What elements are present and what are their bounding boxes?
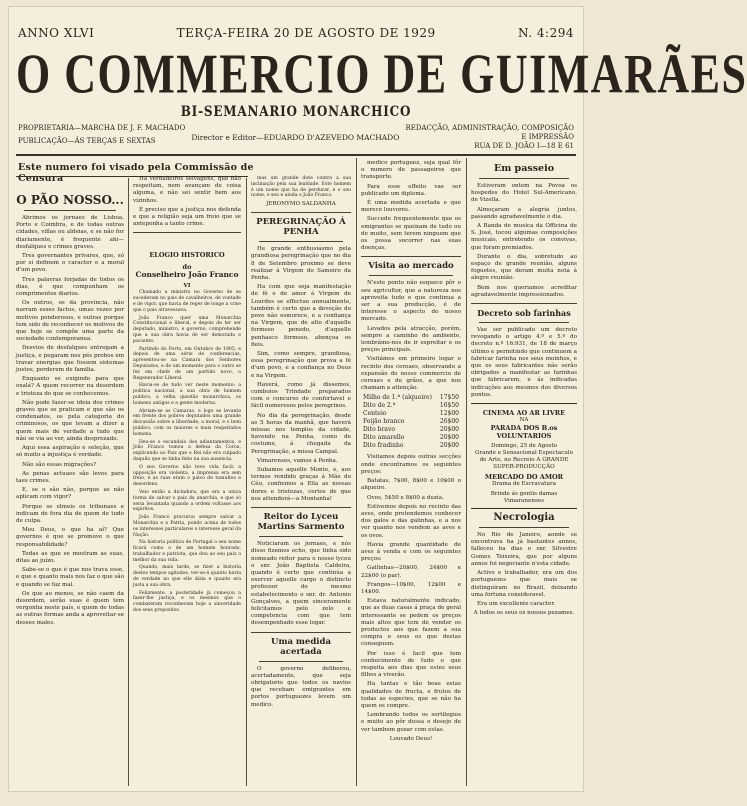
year-label: ANNO XLVI <box>18 26 95 40</box>
price-value: 20$00 <box>439 442 459 450</box>
paragraph: Meu Deus, o que ha aí? Que governos é que se promove o que responsabilidade? <box>16 527 124 548</box>
cinema-title-na: NA <box>519 417 529 424</box>
paragraph: Abrimos os jornaes de Lisboa, Porto e Coimbra, e de todas outras cidades, villas ou aldeias, e se não for diariamente, é frequente ahi—desfalques e crimes graves. <box>16 215 124 250</box>
column-divider-2 <box>246 178 247 786</box>
cinema-description: Grande e Sensacional Espectaculo de Arte, no Recreio A GRANDE SUPER-PRODUCÇÃO <box>474 450 574 471</box>
issue-number: N. 4:294 <box>518 26 574 40</box>
paragraph: Partindo do Porto, em Outubro de 1905, e depois de uma série de conferencias, apresentou-se na Camara dos Senhores Deputados, e de um momento para o outro se fez em chefe de um partido novo, o Regenerador Liberal. <box>133 346 241 381</box>
article-body-elogio <box>133 290 241 613</box>
paragraph: Estava naturalmente indicado, que as duas casas á praça de geral interessante se pedem os preços mais altos que tem de vender os productos aos que fazem a sua compra e seus os que destas conseguem. <box>361 598 461 648</box>
paragraph: Havia grande quantidade de aves á venda e com os seguintes preços: <box>361 541 461 563</box>
paragraph: Noticiaram os jornaes, e nós disso fizemos echo, que tinha sido nomeado reitor para o nosso lyceu o snr. João Baptista Caldeira, quando é certo que continúa a exercer aquelle cargo o distincto professor do mesmo estabelecimento o snr. dr. Antonio Gonçalves, a quem sinceramente felicitamos pelo zelo e competencia com que tem desempenhado esse logar. <box>251 541 351 627</box>
price-item: Milho de 1.ª (alqueire) <box>363 394 432 402</box>
paragraph: Sim, como sempre, grandiosa, essa peregrinação que prova a fé d'um povo, e a confiança no Deus e na Virgem. <box>251 351 351 379</box>
masthead-right <box>405 124 574 151</box>
article-title-elogio: ELOGIO HISTORICO <box>149 251 225 260</box>
paragraph: Bem nos queriamos acreditar agradavelmente impressionados. <box>471 284 577 298</box>
title-rule <box>479 322 569 323</box>
paragraph: Por isso é facil que tem conhecimento de tudo o que respeita aos dias que estes seus filhos a viverão. <box>361 650 461 679</box>
paragraph: Abriam-se as Camaras, e logo se levanta em frente dos pobres deputados uma grande discussão sobre a liberdade, a moral, e o bem publico, com os maiores e mais respeitados homens. <box>133 408 241 437</box>
paragraph: Frangos—10$00, 12$00 e 14$00. <box>361 581 461 595</box>
paragraph: Todas as que se mostram as suas, ditas ao juízo. <box>16 550 124 564</box>
paragraph: Lembrando todos os sortilegios e muito ao pôr dessa o desejo de ver tambem gozar com estas. <box>361 712 461 733</box>
price-value: 12$00 <box>439 410 459 418</box>
paragraph: Enquanto se exigindo para que oxalá? A quem recorrer na desordem e tristeza do que se conhecemos. <box>16 376 124 397</box>
article-body-medida <box>251 666 351 709</box>
price-row <box>363 394 459 402</box>
paragraph: João Franco procurou sempre salvar a Monarchia e a Patria, pondo acima de todos os interesses particulares o interesse geral da Nação. <box>133 515 241 538</box>
price-row <box>363 426 459 434</box>
paragraph: N'este ponto não esquece pôr o seu agricultor, que a natureza nos aproveita tudo e que continua a ser a sua producção, é de interesse o aspecto do nosso mercado. <box>361 280 461 323</box>
section-rule <box>133 232 241 233</box>
cinema-date: Domingo, 25 de Agosto <box>490 443 558 450</box>
paragraph: Levados pela atracção, porém, sempre a caminho do ambiente, lembrámo-nos de ir espreitar e os preços principais. <box>361 325 461 354</box>
masthead-rule <box>16 154 576 156</box>
section-rule <box>251 507 351 508</box>
paragraph: Era um excellente caracter. <box>477 600 556 607</box>
paragraph: Veio então a dictadura, que era a unica forma de salvar o paiz da anarchia, e que só seria levantada quando a ordem voltasse aos espiritos. <box>133 489 241 513</box>
censorship-notice: Este numero foi visado pela Commissão de Censura <box>18 162 254 184</box>
price-row <box>363 434 459 442</box>
price-value: 20$00 <box>439 434 459 442</box>
publication-line: PUBLICAÇÃO—ÁS TERÇAS E SEXTAS <box>18 137 156 145</box>
film-title: MERCADO DO AMOR <box>484 473 564 482</box>
cinema-gift: Brinde ás gentis damas Vimaranenses <box>490 491 558 505</box>
redaction-line: REDACÇÃO, ADMINISTRAÇÃO, COMPOSIÇÃO <box>405 124 574 132</box>
article-body-reitor <box>251 541 351 627</box>
paragraph: Visitámos em primeiro logar o recinto dos cereaes, observando a expansão do nosso commercio de cereaes e de grãos, a que nos chamam a attenção. <box>361 356 461 392</box>
newspaper-title: O COMMERCIO DE GUIMARÃES <box>16 42 747 106</box>
paragraph: Porque se elmeis os tribunaes e indicam de fora dia de quem de tudo de culpa. <box>16 503 124 524</box>
paragraph: Sabe-se o que é que nos trava esse, e que e quanto mais nos faz o que são e quando se faz mal. <box>16 567 124 588</box>
column-3 <box>251 176 351 786</box>
title-rule <box>369 275 453 276</box>
article-title-decreto: Decreto sob farinhas <box>477 308 571 319</box>
article-body-necrologia <box>471 532 577 608</box>
closing-line: Louvado Deus! <box>389 735 433 742</box>
paragraph: Durante o dia, sobretudo ao espaço de grande reunião, alguns foguetes, que deram muita nota á alegre reunião. <box>471 253 577 282</box>
paragraph: Estiveram ontem na Povoa os hospedes do Hotel Sul-Americano, de Vizella. <box>471 183 577 204</box>
article-title-mercado: Visita ao mercado <box>368 261 454 272</box>
title-rule <box>479 527 569 528</box>
section-rule <box>361 256 461 257</box>
price-row <box>363 418 459 426</box>
title-rule <box>479 178 569 179</box>
paragraph: Ovos, 5$50 e 8$00 a duzia. <box>367 494 444 501</box>
article-body-peregrinacao <box>251 246 351 503</box>
article-body-pao-nosso <box>16 215 124 627</box>
paragraph: E, se o são não, porque as não aplicam com vigor? <box>16 487 124 501</box>
article-body-passeio <box>471 183 577 299</box>
paragraph: Visitamos depois outras secções onde encontramos os seguintes preços: <box>361 454 461 475</box>
continuation-paragraph-3: É uma medida acertada e que merece louvores. <box>361 200 461 214</box>
paragraph: Vae ser publicado um decreto revogando o artigo 4.º e 5.º do decreto n.º 16:931, de 18 de março ultimo e permitindo que continuem a fabricar farinha nos seus moinhos, e que os seus fabricantes não serão obrigados a manifestar as farinhas que fabricarem, e ás indicadas indicações aos mesmos dos diversos pontos. <box>471 327 577 398</box>
title-rule <box>259 536 343 537</box>
paragraph: Deu-se o escandalo dos adiantamentos, e João Franco tomou a defesa da Coroa, explicando ao Paiz que o Rei não era culpado daquilo que se tinha feito na sua ausencia. <box>133 439 241 462</box>
cinema-advertisement <box>471 403 577 509</box>
paragraph: Aqui essa aspiração e seleção, que só muito a injustiça é verdade. <box>16 445 124 459</box>
paragraph: Haverá, como já dissemos, comboios Trindade preparados com o concurso de confortavel e fácil numerosos pelos peregrinos. <box>251 381 351 410</box>
paragraph: O governo deliberou, acertadamente, que seja obrigatorio que todos os navios que recebam emigrantes em portos portuguezes levem um medico. <box>251 665 351 708</box>
paragraph: João Franco quer uma Monarchia Constitucional e liberal, e depois de ter ser deputado, ministro, e governo, comprehende que a sua obra havia de ser demorada e paciente. <box>133 315 241 344</box>
paragraph: Na historia politica de Portugal o seu nome ficará como o de um homem honrado, trabalhador e patriota, que deu ao seu paiz o melhor da sua vida. <box>133 540 241 563</box>
continuation-paragraph-4: Succede frequentemente que os emigrantes se queixam de tudo ou de muito, sem terem ninguem que os possa socorrer nas suas doenças. <box>361 216 461 252</box>
continuation-paragraph-2: Para esse effeito vae ser publicado um diploma. <box>361 183 461 197</box>
price-list <box>361 394 461 450</box>
masthead-top-line <box>18 24 574 40</box>
paragraph: Almoçaram a alegria juntos, passando agradavelmente o dia. <box>471 206 577 220</box>
column-divider-3 <box>356 158 357 786</box>
cinema-title: CINEMA AO AR LIVRE <box>482 409 566 418</box>
article-part-number: VI <box>183 283 191 290</box>
price-value: 26$00 <box>439 418 459 426</box>
newspaper-subtitle: BI-SEMANARIO MONARCHICO <box>180 102 412 120</box>
paragraph: Quando, mais tarde, se fizer a historia destes tempos agitados, ver-se-á quanto havia de verdade no que elle dizia e quanto era justa a sua obra. <box>133 565 241 588</box>
column-1 <box>16 180 124 786</box>
column-2 <box>133 176 241 786</box>
continuation-paragraph: mas um grande dote contra a sua inclinação pela sua lealdade. Este homem é um nome que ha de perdurar, e o seu nome, o seu e ainda o João Franco. <box>251 176 351 199</box>
address-line: RUA DE D. JOÃO I—18 E 61 <box>474 142 574 150</box>
column-divider-4 <box>466 158 467 786</box>
issue-date: TERÇA-FEIRA 20 DE AGOSTO DE 1929 <box>176 26 436 40</box>
paragraph: Os que ao menos, se não caem da desordem, serão suas é quem tem vergonha neste país, e quem de todas as outras formas anda a aproveitar-se desses males. <box>16 590 124 626</box>
cinema-venue: PARADA DOS B.os VOLUNTARIOS <box>490 424 558 441</box>
title-rule <box>24 210 116 211</box>
section-rule <box>471 303 577 304</box>
article-title-medida: Uma medida acertada <box>271 636 331 657</box>
paragraph: Gallinhas—20$00, 24$00 e 22$00 (o par). <box>361 565 461 579</box>
paragraph: He grande enthusiasmo pela grandiosa peregrinação que no dia 8 de Setembro proximo se deve realizar á Virgem do Sameiro da Penha. <box>251 246 351 281</box>
paragraph: Ha com que seja manifestação de fé e de amor á Virgem de Lourdes se effectue annualmente, também é certo que a devoção do povo não esmorece, e a confiança na Virgem, que de alto d'aquelle formoso penedo, d'aquelle penhasco formoso, abençoa os fieis. <box>251 284 351 348</box>
price-item: Centeio <box>363 410 387 418</box>
paragraph: Batatas, 7$00, 8$00 e 10$00 o alqueire. <box>361 478 461 492</box>
paragraph: Activo e trabalhador, era um dos portuguezes que mais se distinguiram no Brazil, deixando uma fortuna consideravel. <box>471 570 577 598</box>
paragraph: Felizmente, a posteridade já começou a fazer-lhe justiça, e os mesmos que o combateram reconhecem hoje a sinceridade dos seus propositos. <box>133 590 241 614</box>
price-item: Dito bravo <box>363 426 395 434</box>
article-body-mercado <box>361 280 461 392</box>
intro-paragraph: Ha verdadeiros selvagens, que não respeitam, nem avançam de coisa alguma, e não sei sentir bem aos vizinhos. <box>133 176 241 204</box>
section-rule <box>251 212 351 213</box>
price-row <box>363 410 459 418</box>
price-row <box>363 442 459 450</box>
price-value: 20$00 <box>439 426 459 434</box>
article-title-passeio: Em passeio <box>493 163 555 174</box>
intro-paragraph-2: É preciso que a justiça nos defenda e que a religião seja um freio que se anteponha a tanto crime. <box>133 206 241 228</box>
paragraph: Tres governantes privares, que, só por si definem o caracter e a moral d'um povo. <box>16 253 124 274</box>
paragraph: O seu Governo não teve vida facil: a opposição era violenta, a imprensa era sem freio, e as ruas eram o palco de tumultos e desordens. <box>133 464 241 488</box>
masthead-info <box>18 124 574 152</box>
byline: JERONYMO SALDANHA <box>266 201 336 208</box>
title-rule <box>259 661 343 662</box>
paragraph: No Rio de Janeiro, aonde se encontrava ha já bastantes annos, falleceu ha dias o snr. Silvestre Gomes Teixeira, que por alguns annos foi negociante n'esta cidade. <box>471 532 577 567</box>
price-value: 16$50 <box>439 402 459 410</box>
continuation-paragraph: medico portuguez, seja qual fôr o numero de passageiros que transporte. <box>361 160 461 181</box>
paragraph: Os outros, os da provincia, não narram esses factos, umas vezes por motivos ponderosos, e outras porque tem sido de reconhecer os motivos de que hoje se compõe uma parte da sociedade contemporanea. <box>16 300 124 343</box>
column-5 <box>471 160 577 786</box>
paragraph: A Banda de musica da Officina de S. José, tocou algumas composições musicais, entretendo os convivas, que foram premiados. <box>471 223 577 251</box>
article-title-pao-nosso: O PÃO NOSSO... <box>16 193 124 207</box>
paragraph: Não são essas migrações? <box>22 461 97 468</box>
paragraph: Não pode fazer-se ideia dos crimes graves que se praticam e que são os condenados, os pela categoria do criminosos, os que levam a dizer a quem mais de verdade a tudo que não se via ao ver, ainda desprezado. <box>16 399 124 442</box>
paragraph: Tres palavras forjadas de todos os dias, é que compunham os comprimentos diarios. <box>16 276 124 298</box>
price-item: Dito fradinho <box>363 442 404 450</box>
article-body-mercado-continued <box>361 454 461 733</box>
closing-line: A todos os seus os nossos pezames. <box>473 610 575 617</box>
paragraph: As penas actuaes são leves para taes crimes. <box>16 470 124 484</box>
title-rule <box>259 241 343 242</box>
film-description: Drama de Escravatura <box>491 481 557 488</box>
director-line: Director e Editor—EDUARDO D'AZEVEDO MACHADO <box>191 133 400 142</box>
price-value: 17$50 <box>439 394 459 402</box>
price-item: Dito de 2.ª <box>363 402 396 410</box>
paragraph: Havia-se de tudo ver neste momento: a politica nacional, a sua obra de homem publico, a velha questão monarchica, os homens antigos e a gente moderna. <box>133 383 241 406</box>
article-title-necrologia: Necrologia <box>493 512 555 524</box>
proprietor-line: PROPRIETARIA—MARCHA DE J. F. MACHADO <box>18 124 186 132</box>
masthead-left <box>18 124 185 146</box>
paragraph: Ha tantas e tão boas estas qualidades de fructa, e frutos de todas as especies, que se não ha quem os compre. <box>361 681 461 709</box>
price-item: Feijão branco <box>363 418 405 426</box>
print-line: E IMPRESSÃO <box>521 133 574 141</box>
article-body-decreto <box>471 327 577 399</box>
paragraph: No dia da peregrinação, desde as 5 horas da manhã, que haverá missas nos templos da cidade, havendo na Penha, como de costume, á chegada da Peregrinação, a missa Campal. <box>251 412 351 455</box>
column-4 <box>361 160 461 786</box>
article-title-peregrinacao: PEREGRINAÇÃO Á PENHA <box>256 217 346 238</box>
paragraph: Subamos aquelle Monte, e, aos termos rendido graças á Mãe do Céo, confiemos a Ella as nossas dores e tristezas, certos de que nos attenderá—a Montanha! <box>251 467 351 502</box>
newspaper-page <box>8 6 747 792</box>
price-row <box>363 402 459 410</box>
paragraph: Desvios de desfalques entregam a justiça, e pegaram nos pés probos em travar energias que fossem sistemas justos, perderem de familia. <box>16 345 124 374</box>
paragraph: Chamado a ministro no Governo de se sucederam no pais de cavalheiros, de vontade e de vigor, que havia de reger de longe a crise que o pais atravessava. <box>133 290 242 313</box>
article-title-do: do <box>182 263 192 272</box>
article-title-reitor: Reitor do Lyceu Martins Sarmento <box>257 512 345 533</box>
price-item: Dito amarello <box>363 434 405 442</box>
paragraph: Estivemos depois no recinto das aves, onde pretendemos conhecer dos galos e das galinhas, e a nos ver quanto nos vendem as aves e os ovos. <box>361 503 461 539</box>
section-rule <box>251 632 351 633</box>
paragraph: Vimarenses, vamos á Penha. <box>257 457 338 464</box>
column-divider-1 <box>128 178 129 786</box>
article-title-joao-franco: Conselheiro João Franco <box>135 270 239 280</box>
